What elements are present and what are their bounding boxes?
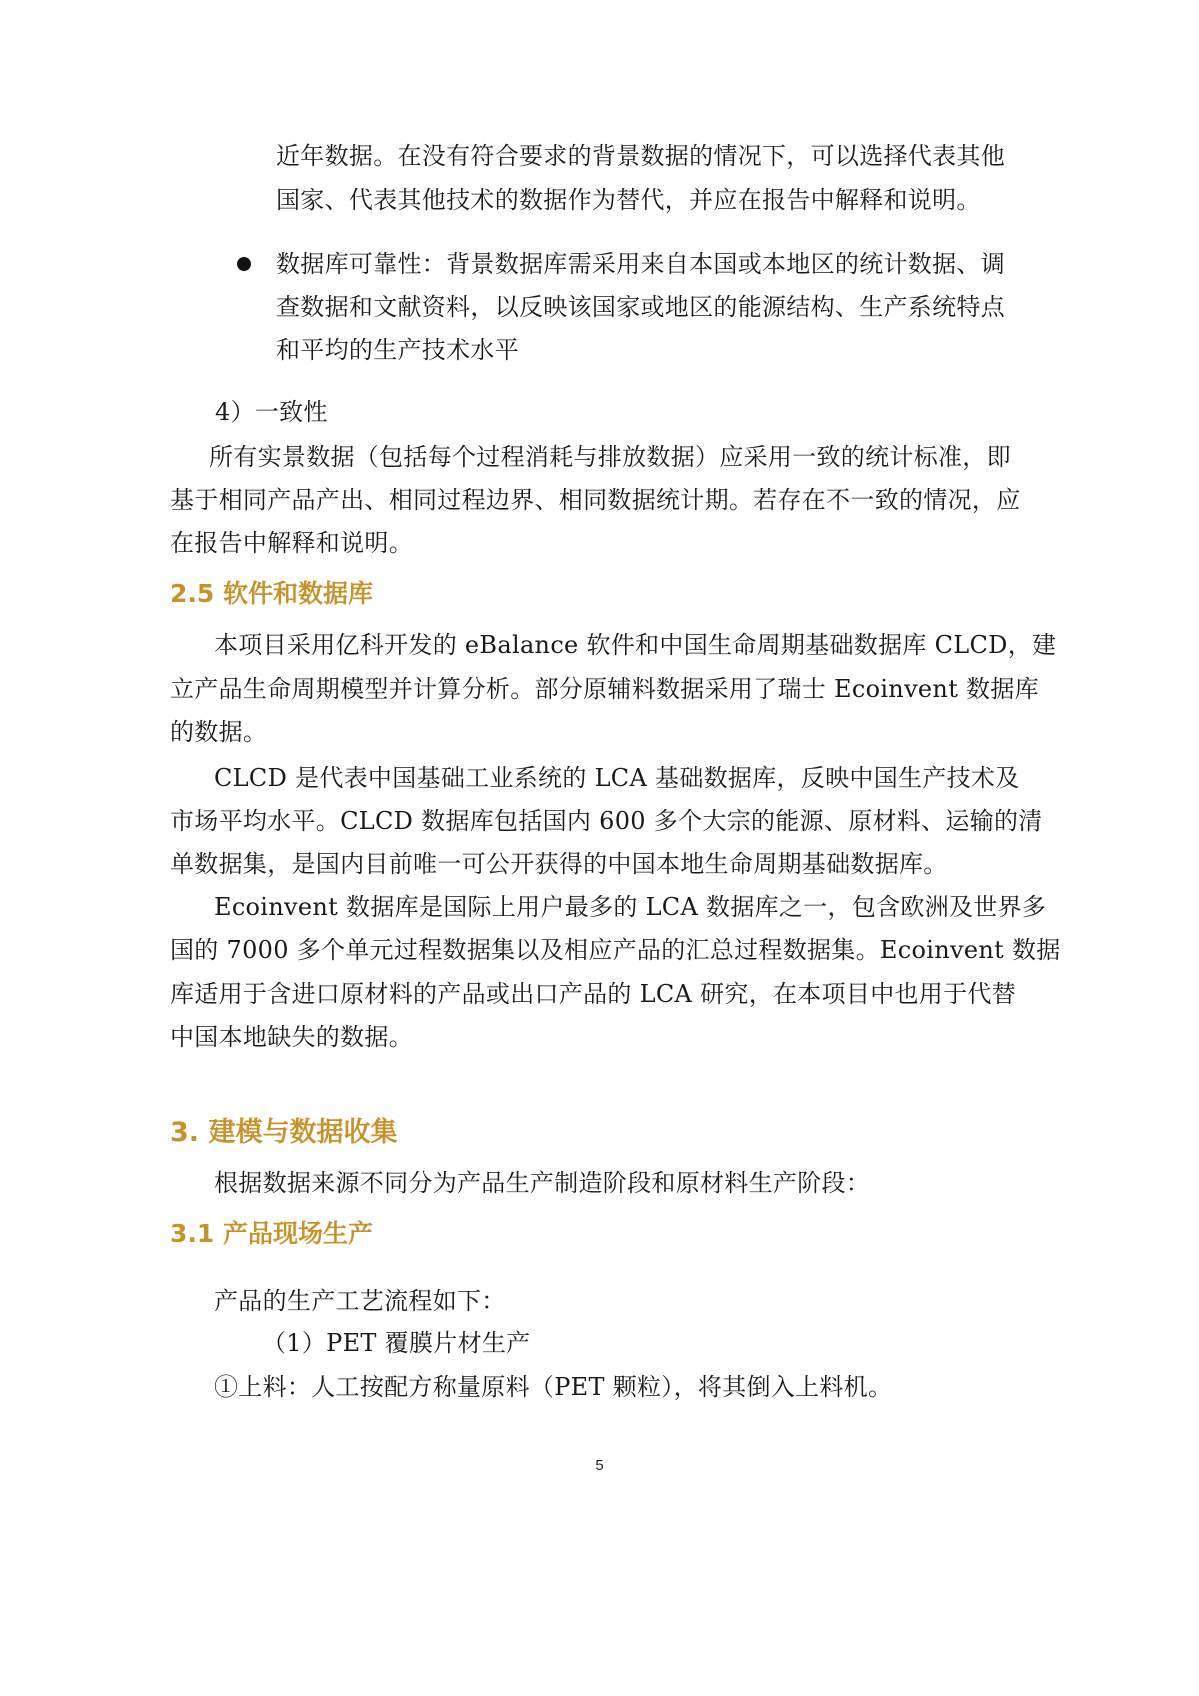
paragraph-line: 本项目采用亿科开发的 eBalance 软件和中国生命周期基础数据库 CLCD，建 [214, 631, 1057, 659]
bullet-line: 和平均的生产技术水平 [276, 336, 519, 364]
section-heading-3-1: 3.1 产品现场生产 [170, 1219, 373, 1248]
section-heading-3: 3. 建模与数据收集 [170, 1117, 398, 1148]
paragraph-line: 根据数据来源不同分为产品生产制造阶段和原材料生产阶段： [214, 1169, 871, 1197]
paragraph-line: 立产品生命周期模型并计算分析。部分原辅料数据采用了瑞士 Ecoinvent 数据库 [170, 675, 1039, 703]
paragraph-line: 产品的生产工艺流程如下： [214, 1287, 506, 1315]
bullet-icon [237, 257, 251, 271]
paragraph-line: 所有实景数据（包括每个过程消耗与排放数据）应采用一致的统计标准，即 [209, 443, 1011, 471]
bullet-line: 查数据和文献资料，以反映该国家或地区的能源结构、生产系统特点 [276, 293, 1005, 321]
paragraph-line: 国家、代表其他技术的数据作为替代，并应在报告中解释和说明。 [276, 186, 981, 214]
paragraph-line: CLCD 是代表中国基础工业系统的 LCA 基础数据库，反映中国生产技术及 [214, 764, 1020, 792]
list-item-heading: 4）一致性 [215, 398, 328, 426]
paragraph-line: 库适用于含进口原材料的产品或出口产品的 LCA 研究，在本项目中也用于代替 [170, 980, 1016, 1008]
paragraph-line: 中国本地缺失的数据。 [170, 1023, 413, 1051]
paragraph-line: 在报告中解释和说明。 [170, 529, 413, 557]
paragraph-line: 近年数据。在没有符合要求的背景数据的情况下，可以选择代表其他 [276, 142, 1005, 170]
paragraph-line: 基于相同产品产出、相同过程边界、相同数据统计期。若存在不一致的情况，应 [170, 486, 1021, 514]
paragraph-line: Ecoinvent 数据库是国际上用户最多的 LCA 数据库之一，包含欧洲及世界多 [214, 893, 1047, 921]
paragraph-line: 的数据。 [170, 718, 268, 746]
paragraph-line: ①上料：人工按配方称量原料（PET 颗粒），将其倒入上料机。 [214, 1373, 893, 1401]
section-heading-2-5: 2.5 软件和数据库 [170, 579, 373, 608]
page-number: 5 [595, 1457, 604, 1474]
paragraph-line: 市场平均水平。CLCD 数据库包括国内 600 多个大宗的能源、原材料、运输的清 [170, 807, 1043, 835]
paragraph-line: 单数据集，是国内目前唯一可公开获得的中国本地生命周期基础数据库。 [170, 850, 948, 878]
paragraph-line: 国的 7000 多个单元过程数据集以及相应产品的汇总过程数据集。Ecoinvent 数据 [170, 936, 1061, 964]
bullet-line: 数据库可靠性：背景数据库需采用来自本国或本地区的统计数据、调 [276, 250, 1005, 278]
paragraph-line: （1）PET 覆膜片材生产 [262, 1329, 531, 1357]
